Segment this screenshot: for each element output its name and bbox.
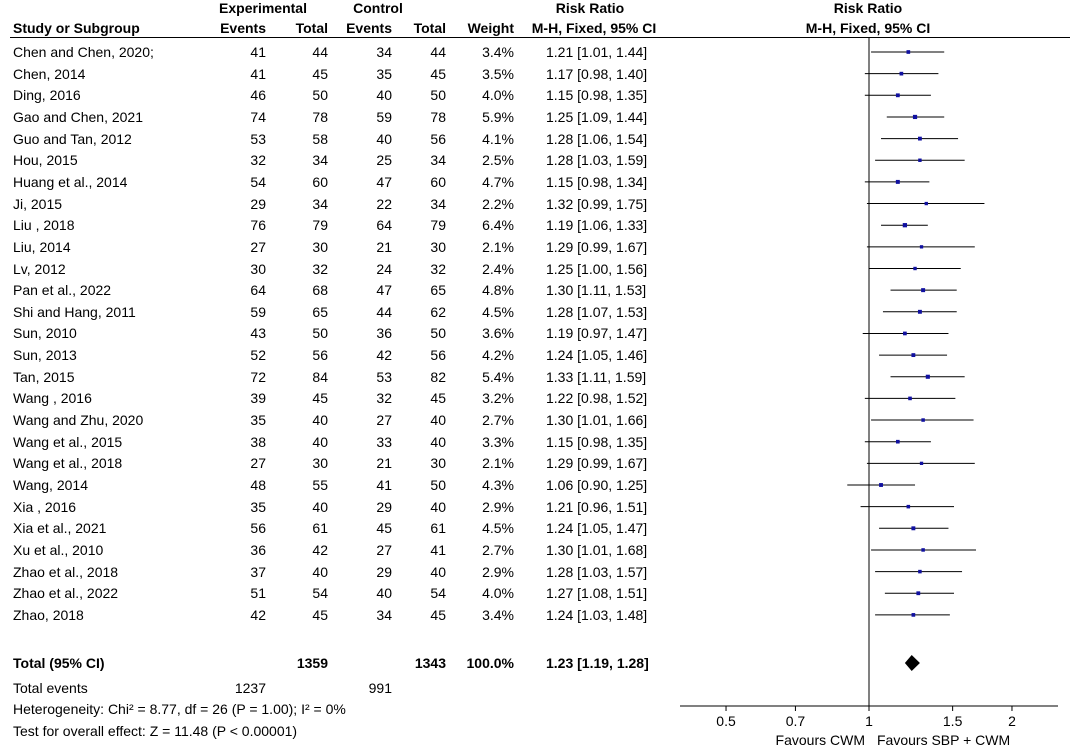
experimental-total: 61 [312, 520, 328, 537]
header-method: M-H, Fixed, 95% CI [531, 20, 657, 36]
control-total: 62 [430, 303, 446, 320]
header-events-experimental: Events [220, 20, 266, 36]
experimental-events: 29 [250, 195, 266, 212]
control-total: 44 [430, 44, 446, 60]
study-marker [881, 223, 928, 227]
header-total-control: Total [413, 20, 446, 36]
control-events: 34 [376, 44, 392, 60]
header-total-experimental: Total [295, 20, 328, 36]
effect-square [896, 440, 900, 444]
effect-square [912, 613, 916, 617]
experimental-total: 40 [312, 563, 328, 580]
overall-effect-text: Test for overall effect: Z = 11.48 (P < 0.00001) [13, 723, 298, 739]
effect-square [913, 115, 917, 119]
study-ci: 1.30 [1.01, 1.68] [546, 541, 648, 558]
study-marker [885, 591, 954, 595]
study-weight: 4.1% [482, 130, 514, 147]
study-marker [865, 180, 930, 184]
study-marker [867, 462, 975, 465]
effect-square [918, 137, 922, 141]
experimental-total: 79 [312, 217, 328, 234]
study-name: Ding, 2016 [13, 87, 81, 104]
experimental-total: 32 [312, 260, 328, 277]
experimental-events: 35 [250, 412, 266, 429]
study-ci: 1.19 [0.97, 1.47] [546, 325, 648, 342]
study-ci: 1.15 [0.98, 1.35] [546, 87, 648, 104]
total-diamond [905, 655, 920, 671]
study-name: Hou, 2015 [13, 152, 78, 169]
effect-square [920, 245, 923, 248]
control-events: 21 [376, 238, 392, 255]
study-ci: 1.22 [0.98, 1.52] [546, 390, 648, 407]
control-total: 61 [430, 520, 446, 537]
experimental-events: 56 [250, 520, 266, 537]
experimental-events: 37 [250, 563, 266, 580]
control-total: 34 [430, 195, 446, 212]
study-ci: 1.28 [1.07, 1.53] [546, 303, 648, 320]
control-total: 65 [430, 282, 446, 299]
study-weight: 4.3% [482, 477, 514, 493]
experimental-total: 42 [312, 541, 328, 558]
control-total: 50 [430, 477, 446, 493]
study-name: Chen and Chen, 2020; [13, 44, 154, 60]
study-marker [871, 548, 976, 551]
total-events-control: 991 [368, 680, 392, 696]
control-events: 44 [376, 303, 392, 320]
experimental-total: 34 [312, 195, 328, 212]
study-ci: 1.19 [1.06, 1.33] [546, 217, 648, 234]
effect-square [916, 591, 920, 595]
effect-square [921, 548, 924, 551]
control-total: 30 [430, 455, 446, 472]
control-events: 53 [376, 368, 392, 385]
study-name: Sun, 2010 [13, 325, 77, 342]
control-events: 35 [376, 65, 392, 82]
control-events: 27 [376, 412, 392, 429]
effect-square [918, 159, 921, 162]
study-weight: 2.9% [482, 563, 514, 580]
study-marker [869, 267, 961, 270]
control-total: 32 [430, 260, 446, 277]
x-tick-label: 2 [1008, 713, 1016, 729]
study-name: Xu et al., 2010 [13, 541, 104, 558]
study-ci: 1.25 [1.00, 1.56] [546, 260, 648, 277]
study-name: Zhao, 2018 [13, 606, 84, 623]
study-ci: 1.06 [0.90, 1.25] [546, 477, 648, 493]
study-weight: 3.4% [482, 606, 514, 623]
study-marker [883, 310, 957, 314]
control-total: 50 [430, 87, 446, 104]
study-weight: 2.7% [482, 412, 514, 429]
effect-square [907, 505, 911, 509]
experimental-events: 27 [250, 455, 266, 472]
study-ci: 1.15 [0.98, 1.34] [546, 173, 648, 190]
study-name: Wang et al., 2015 [13, 433, 123, 450]
control-events: 40 [376, 130, 392, 147]
experimental-total: 65 [312, 303, 328, 320]
effect-square [879, 483, 883, 487]
study-weight: 3.5% [482, 65, 514, 82]
control-total: 41 [430, 541, 446, 558]
study-ci: 1.30 [1.11, 1.53] [546, 282, 647, 299]
x-tick-label: 0.7 [785, 713, 806, 729]
experimental-events: 41 [250, 65, 266, 82]
experimental-total: 45 [312, 606, 328, 623]
control-total: 30 [430, 238, 446, 255]
experimental-total: 84 [312, 368, 328, 385]
experimental-total: 30 [312, 455, 328, 472]
study-weight: 2.2% [482, 195, 514, 212]
control-total: 56 [430, 347, 446, 364]
experimental-events: 36 [250, 541, 266, 558]
experimental-events: 42 [250, 606, 266, 623]
total-label: Total (95% CI) [13, 655, 105, 671]
experimental-events: 54 [250, 173, 266, 190]
effect-square [921, 288, 925, 292]
control-total: 50 [430, 325, 446, 342]
control-total: 78 [430, 108, 446, 125]
study-marker [875, 613, 950, 617]
control-total: 45 [430, 65, 446, 82]
control-events: 24 [376, 260, 392, 277]
effect-square [903, 332, 907, 336]
effect-square [918, 310, 922, 314]
heterogeneity-text: Heterogeneity: Chi² = 8.77, df = 26 (P = 1.00); I² = 0% [13, 701, 346, 717]
effect-square [900, 72, 904, 76]
header-method-plot: M-H, Fixed, 95% CI [805, 20, 931, 36]
study-name: Wang , 2016 [13, 390, 92, 407]
study-marker [875, 570, 962, 574]
experimental-events: 74 [250, 108, 266, 125]
control-events: 32 [376, 390, 392, 407]
experimental-events: 52 [250, 347, 266, 364]
study-ci: 1.25 [1.09, 1.44] [546, 108, 648, 125]
control-total: 79 [430, 217, 446, 234]
favours-right-label: Favours SBP + CWM [877, 732, 1011, 748]
effect-square [921, 418, 924, 421]
total-experimental: 1359 [296, 655, 328, 671]
header-group-risk-ratio-plot: Risk Ratio [833, 0, 903, 16]
study-marker [867, 202, 985, 205]
experimental-total: 55 [312, 477, 328, 493]
study-marker [891, 288, 957, 292]
experimental-total: 58 [312, 130, 328, 147]
study-marker [881, 137, 958, 141]
effect-square [926, 375, 930, 379]
experimental-events: 46 [250, 87, 266, 104]
control-events: 40 [376, 585, 392, 602]
study-marker [871, 50, 944, 54]
study-name: Zhao et al., 2018 [13, 563, 119, 580]
study-ci: 1.24 [1.05, 1.46] [546, 347, 648, 364]
effect-square [896, 93, 900, 97]
study-weight: 4.7% [482, 173, 514, 190]
study-name: Huang et al., 2014 [13, 173, 128, 190]
study-weight: 2.4% [482, 260, 514, 277]
study-weight: 2.5% [482, 152, 514, 169]
control-total: 34 [430, 152, 446, 169]
study-name: Shi and Hang, 2011 [13, 303, 136, 320]
effect-square [896, 180, 900, 184]
study-ci: 1.28 [1.03, 1.57] [546, 563, 648, 580]
study-name: Guo and Tan, 2012 [13, 130, 132, 147]
control-events: 34 [376, 606, 392, 623]
control-events: 25 [376, 152, 392, 169]
study-name: Gao and Chen, 2021 [13, 108, 143, 125]
study-marker [879, 353, 947, 357]
study-ci: 1.32 [0.99, 1.75] [546, 195, 648, 212]
effect-square [911, 353, 915, 357]
study-marker [847, 483, 915, 487]
study-weight: 3.4% [482, 44, 514, 60]
experimental-total: 30 [312, 238, 328, 255]
study-name: Wang and Zhu, 2020 [13, 412, 144, 429]
experimental-total: 34 [312, 152, 328, 169]
study-weight: 6.4% [482, 217, 514, 234]
experimental-events: 59 [250, 303, 266, 320]
control-events: 41 [376, 477, 392, 493]
study-marker [879, 526, 948, 530]
effect-square [925, 202, 928, 205]
control-total: 40 [430, 412, 446, 429]
experimental-total: 56 [312, 347, 328, 364]
study-weight: 2.9% [482, 498, 514, 515]
study-ci: 1.24 [1.03, 1.48] [546, 606, 648, 623]
study-marker [861, 505, 954, 509]
experimental-events: 38 [250, 433, 266, 450]
study-weight: 4.2% [482, 347, 514, 364]
effect-square [908, 397, 912, 401]
control-events: 29 [376, 498, 392, 515]
experimental-events: 72 [250, 368, 266, 385]
study-marker [887, 115, 944, 119]
study-name: Wang et al., 2018 [13, 455, 123, 472]
study-weight: 3.2% [482, 390, 514, 407]
control-total: 54 [430, 585, 446, 602]
study-ci: 1.28 [1.03, 1.59] [546, 152, 648, 169]
study-weight: 5.9% [482, 108, 514, 125]
x-tick-label: 0.5 [716, 713, 736, 729]
experimental-total: 40 [312, 433, 328, 450]
study-marker [865, 440, 931, 444]
study-marker [865, 397, 956, 401]
study-marker [865, 72, 939, 76]
study-ci: 1.30 [1.01, 1.66] [546, 412, 648, 429]
study-name: Pan et al., 2022 [13, 282, 112, 299]
study-ci: 1.17 [0.98, 1.40] [546, 65, 648, 82]
study-marker [871, 418, 973, 421]
control-events: 45 [376, 520, 392, 537]
header-events-control: Events [346, 20, 392, 36]
total-control: 1343 [414, 655, 446, 671]
experimental-events: 43 [250, 325, 266, 342]
experimental-events: 27 [250, 238, 266, 255]
effect-square [906, 50, 910, 54]
header-study: Study or Subgroup [13, 20, 140, 36]
study-ci: 1.21 [1.01, 1.44] [546, 44, 648, 60]
header-weight: Weight [467, 20, 514, 36]
study-weight: 4.5% [482, 303, 514, 320]
study-weight: 2.7% [482, 541, 514, 558]
study-marker [865, 93, 931, 97]
x-tick-label: 1 [865, 713, 873, 729]
experimental-events: 39 [250, 390, 266, 407]
favours-left-label: Favours CWM [775, 732, 865, 748]
experimental-total: 50 [312, 325, 328, 342]
study-weight: 2.1% [482, 238, 514, 255]
control-events: 47 [376, 173, 392, 190]
control-events: 21 [376, 455, 392, 472]
control-events: 47 [376, 282, 392, 299]
control-total: 82 [430, 368, 446, 385]
x-tick-label: 1.5 [942, 713, 963, 729]
effect-square [918, 570, 922, 574]
study-ci: 1.15 [0.98, 1.35] [546, 433, 648, 450]
effect-square [903, 223, 907, 227]
total-weight: 100.0% [466, 655, 514, 671]
effect-square [920, 462, 923, 465]
control-total: 45 [430, 606, 446, 623]
control-events: 22 [376, 195, 392, 212]
study-weight: 3.6% [482, 325, 514, 342]
experimental-events: 48 [250, 477, 266, 493]
experimental-events: 32 [250, 152, 266, 169]
experimental-total: 40 [312, 412, 328, 429]
study-name: Xia et al., 2021 [13, 520, 107, 537]
study-weight: 2.1% [482, 455, 514, 472]
study-name: Xia , 2016 [13, 498, 77, 515]
study-ci: 1.24 [1.05, 1.47] [546, 520, 648, 537]
experimental-total: 45 [312, 65, 328, 82]
study-ci: 1.33 [1.11, 1.59] [546, 368, 647, 385]
experimental-events: 41 [250, 44, 266, 60]
experimental-total: 78 [312, 108, 328, 125]
experimental-events: 76 [250, 217, 266, 234]
study-name: Liu , 2018 [13, 217, 75, 234]
experimental-total: 60 [312, 173, 328, 190]
effect-square [911, 526, 915, 530]
study-marker [863, 332, 949, 336]
control-events: 42 [376, 347, 392, 364]
experimental-events: 53 [250, 130, 266, 147]
control-events: 36 [376, 325, 392, 342]
study-weight: 3.3% [482, 433, 514, 450]
study-name: Chen, 2014 [13, 65, 86, 82]
control-total: 60 [430, 173, 446, 190]
control-events: 59 [376, 108, 392, 125]
study-marker [891, 375, 965, 379]
study-weight: 4.8% [482, 282, 514, 299]
study-ci: 1.29 [0.99, 1.67] [546, 455, 648, 472]
study-weight: 5.4% [482, 368, 514, 385]
study-name: Liu, 2014 [13, 238, 71, 255]
study-marker [867, 245, 975, 248]
study-ci: 1.28 [1.06, 1.54] [546, 130, 648, 147]
study-ci: 1.29 [0.99, 1.67] [546, 238, 648, 255]
experimental-total: 40 [312, 498, 328, 515]
total-events-experimental: 1237 [234, 680, 266, 696]
study-ci: 1.27 [1.08, 1.51] [546, 585, 648, 602]
effect-square [913, 267, 916, 270]
study-name: Zhao et al., 2022 [13, 585, 119, 602]
total-events-label: Total events [13, 680, 88, 696]
study-name: Wang, 2014 [13, 477, 88, 493]
study-name: Lv, 2012 [13, 260, 66, 277]
study-marker [875, 159, 965, 162]
study-name: Sun, 2013 [13, 347, 77, 364]
experimental-total: 50 [312, 87, 328, 104]
study-weight: 4.0% [482, 585, 514, 602]
total-ci: 1.23 [1.19, 1.28] [546, 655, 649, 671]
header-group-experimental: Experimental [219, 0, 307, 16]
experimental-events: 64 [250, 282, 266, 299]
control-total: 40 [430, 498, 446, 515]
experimental-total: 45 [312, 390, 328, 407]
control-total: 40 [430, 433, 446, 450]
control-events: 33 [376, 433, 392, 450]
study-name: Ji, 2015 [13, 195, 63, 212]
control-events: 29 [376, 563, 392, 580]
control-events: 40 [376, 87, 392, 104]
control-events: 64 [376, 217, 392, 234]
control-total: 45 [430, 390, 446, 407]
experimental-events: 30 [250, 260, 266, 277]
study-ci: 1.21 [0.96, 1.51] [546, 498, 648, 515]
experimental-total: 54 [312, 585, 328, 602]
study-name: Tan, 2015 [13, 368, 75, 385]
experimental-total: 44 [312, 44, 328, 60]
study-weight: 4.0% [482, 87, 514, 104]
control-total: 56 [430, 130, 446, 147]
experimental-events: 51 [250, 585, 266, 602]
control-events: 27 [376, 541, 392, 558]
study-weight: 4.5% [482, 520, 514, 537]
experimental-events: 35 [250, 498, 266, 515]
header-group-risk-ratio: Risk Ratio [555, 0, 625, 16]
header-group-control: Control [353, 0, 403, 16]
control-total: 40 [430, 563, 446, 580]
experimental-total: 68 [312, 282, 328, 299]
